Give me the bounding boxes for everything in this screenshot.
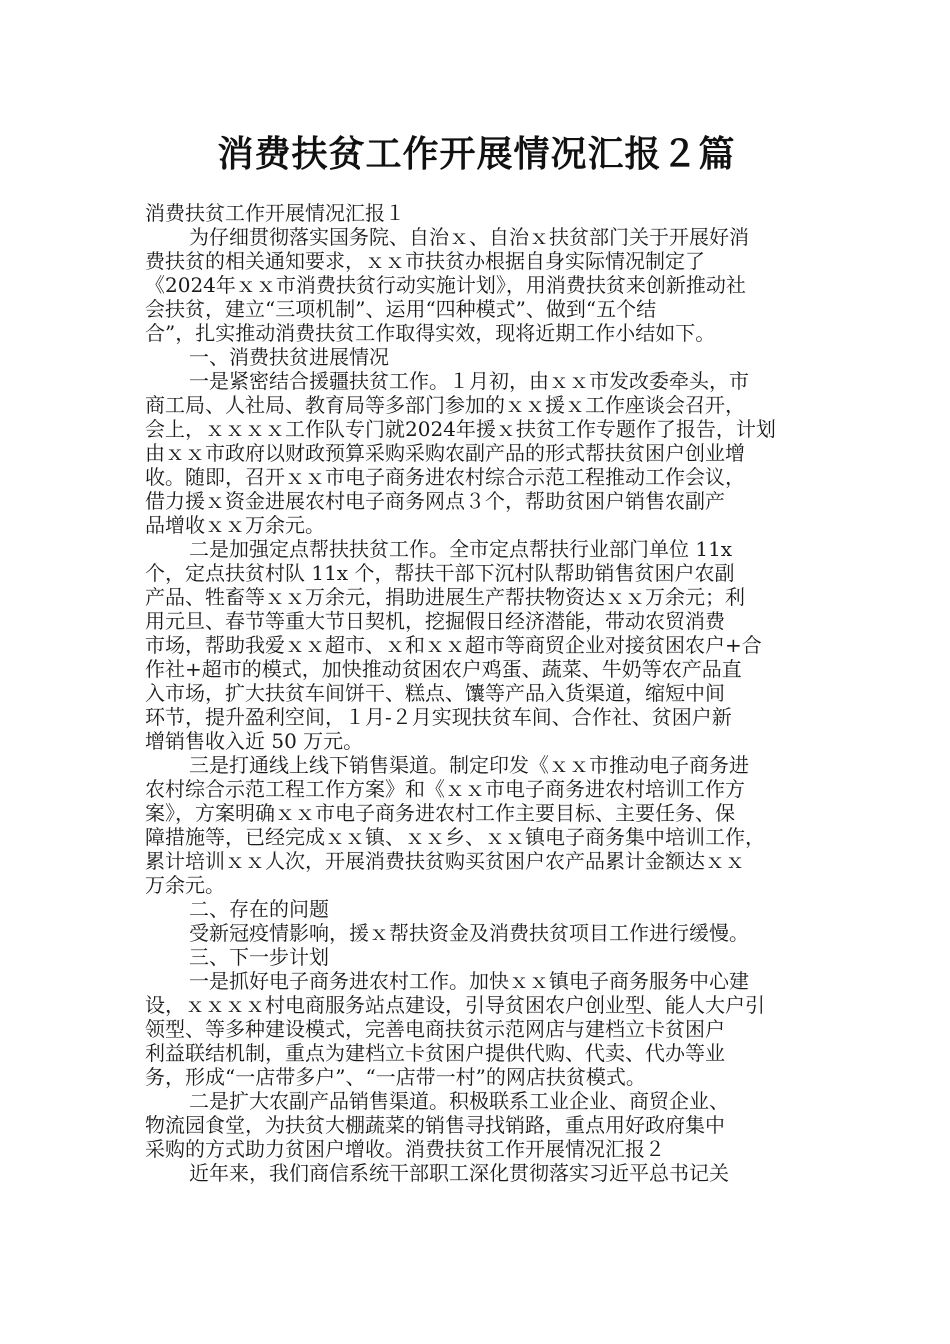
text-line: 个，定点扶贫村队 11x 个，帮扶干部下沉村队帮助销售贫困户农副	[145, 561, 735, 585]
text-line: 近年来，我们商信系统干部职工深化贯彻落实习近平总书记关	[189, 1161, 729, 1185]
document-page	[145, 0, 808, 1344]
text-line: 入市场，扩大扶贫车间饼干、糕点、馕等产品入货渠道，缩短中间	[145, 681, 725, 705]
text-line: 二是扩大农副产品销售渠道。积极联系工业企业、商贸企业、	[189, 1089, 729, 1113]
text-line: 市场，帮助我爱ｘｘ超市、ｘ和ｘｘ超市等商贸企业对接贫困农户+合	[145, 633, 762, 657]
document-title: 消费扶贫工作开展情况汇报２篇	[217, 133, 736, 175]
text-line: 由ｘｘ市政府以财政预算采购采购农副产品的形式帮扶贫困户创业增	[145, 441, 745, 465]
text-line: 利益联结机制，重点为建档立卡贫困户提供代购、代卖、代办等业	[145, 1041, 725, 1065]
text-line: 设，ｘｘｘｘ村电商服务站点建设，引导贫困农户创业型、能人大户引	[145, 993, 765, 1017]
text-line: 农村综合示范工程工作方案》和《ｘｘ市电子商务进农村培训工作方	[145, 777, 745, 801]
text-line: 用元旦、春节等重大节日契机，挖掘假日经济潜能，带动农贸消费	[145, 609, 725, 633]
text-line: 借力援ｘ资金进展农村电子商务网点３个，帮助贫困户销售农副产	[145, 489, 725, 513]
text-line: 合”，扎实推动消费扶贫工作取得实效，现将近期工作小结如下。	[145, 321, 716, 345]
text-line: 会上，ｘｘｘｘ工作队专门就2024年援ｘ扶贫工作专题作了报告，计划	[145, 417, 776, 441]
text-line: 受新冠疫情影响，援ｘ帮扶资金及消费扶贫项目工作进行缓慢。	[189, 921, 749, 945]
text-line: 品增收ｘｘ万余元。	[145, 513, 325, 537]
text-line: 采购的方式助力贫困户增收。消费扶贫工作开展情况汇报２	[145, 1137, 665, 1161]
text-line: 三是打通线上线下销售渠道。制定印发《ｘｘ市推动电子商务进	[189, 753, 749, 777]
text-line: 二、存在的问题	[189, 897, 329, 921]
text-line: 万余元。	[145, 873, 225, 897]
text-line: 《2024年ｘｘ市消费扶贫行动实施计划》，用消费扶贫来创新推动社	[145, 273, 746, 297]
text-line: 消费扶贫工作开展情况汇报１	[145, 201, 405, 225]
text-line: 费扶贫的相关通知要求，ｘｘ市扶贫办根据自身实际情况制定了	[145, 249, 705, 273]
text-line: 作社+超市的模式，加快推动贫困农户鸡蛋、蔬菜、牛奶等农产品直	[145, 657, 742, 681]
text-line: 环节，提升盈利空间，１月-２月实现扶贫车间、合作社、贫困户新	[145, 705, 732, 729]
document-body	[145, 201, 808, 1185]
text-line: 产品、牲畜等ｘｘ万余元，捐助进展生产帮扶物资达ｘｘ万余元；利	[145, 585, 745, 609]
text-line: 务，形成“一店带多户”、“一店带一村”的网店扶贫模式。	[145, 1065, 646, 1089]
text-line: 三、下一步计划	[189, 945, 329, 969]
text-line: 一是紧密结合援疆扶贫工作。１月初，由ｘｘ市发改委牵头，市	[189, 369, 749, 393]
text-line: 累计培训ｘｘ人次，开展消费扶贫购买贫困户农产品累计金额达ｘｘ	[145, 849, 745, 873]
text-line: 会扶贫，建立“三项机制”、运用“四种模式”、做到“五个结	[145, 297, 657, 321]
text-line: 一、消费扶贫进展情况	[189, 345, 389, 369]
text-line: 一是抓好电子商务进农村工作。加快ｘｘ镇电子商务服务中心建	[189, 969, 749, 993]
text-line: 障措施等，已经完成ｘｘ镇、ｘｘ乡、ｘｘ镇电子商务集中培训工作，	[145, 825, 765, 849]
text-line: 二是加强定点帮扶扶贫工作。全市定点帮扶行业部门单位 11x	[189, 537, 733, 561]
text-line: 为仔细贯彻落实国务院、自治ｘ、自治ｘ扶贫部门关于开展好消	[189, 225, 749, 249]
text-line: 商工局、人社局、教育局等多部门参加的ｘｘ援ｘ工作座谈会召开，	[145, 393, 745, 417]
text-line: 增销售收入近 50 万元。	[145, 729, 364, 753]
text-line: 收。随即，召开ｘｘ市电子商务进农村综合示范工程推动工作会议，	[145, 465, 745, 489]
text-line: 物流园食堂，为扶贫大棚蔬菜的销售寻找销路，重点用好政府集中	[145, 1113, 725, 1137]
text-line: 案》，方案明确ｘｘ市电子商务进农村工作主要目标、主要任务、保	[145, 801, 735, 825]
text-line: 领型、等多种建设模式，完善电商扶贫示范网店与建档立卡贫困户	[145, 1017, 725, 1041]
